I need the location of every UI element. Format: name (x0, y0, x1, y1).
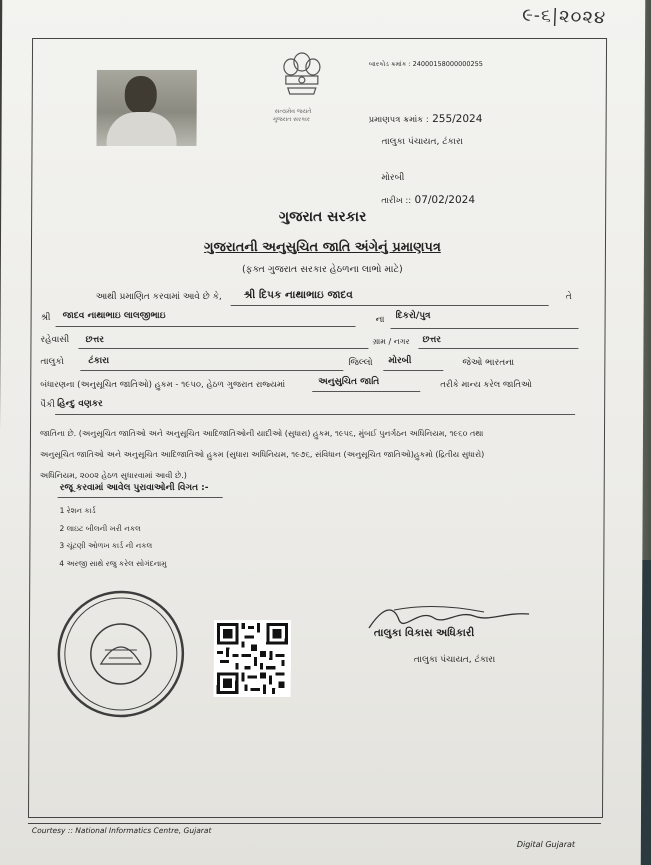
district-label: જિલ્લો (348, 358, 373, 368)
national-emblem-icon (274, 48, 330, 112)
gram-nagar-value: છત્તર (422, 335, 442, 345)
certificate-title: ગુજરાતની અનુસુચિત જાતિ અંગેનું પ્રમાણપત્ર (204, 240, 441, 255)
evidence-item: 1 રેશન કાર્ડ (59, 506, 96, 515)
footer-digital-gujarat: Digital Gujarat (516, 840, 576, 849)
taluka-seal-icon (57, 590, 186, 718)
applicant-photo (97, 70, 197, 146)
evidence-item: 2 લાઇટ બીલની ખરી નકલ (59, 523, 141, 533)
issue-date-label: તારીખ :: (381, 196, 412, 206)
caste-prefix: પૈકી (40, 400, 55, 410)
issue-date (381, 194, 475, 206)
qr-code-icon (214, 620, 291, 697)
barcode-value: 24000158000000255 (412, 60, 483, 68)
certificate-number-label: પ્રમાણપત્ર ક્રમાંક : (368, 115, 429, 125)
father-name: જાદવ નાથાભાઇ લાલજીભાઇ (62, 311, 166, 321)
issuing-district: મોરબી (381, 173, 405, 183)
order-text: બંધારણના (અનુસૂચિત જાતિઓ) હુકમ - ૧૯૫૦, હેઠળ ગુજરાત રાજ્યમાં (40, 380, 286, 390)
caste-value: હિન્દુ વણકર (57, 399, 103, 409)
legal-paragraph-line: જાતિના છે. (અનુસૂચિત જાતિઓ અને અનુસૂચિત આદિજાતિઓની યાદીઓ (સુધારા) હુકમ, ૧૯૫૬, મુંબઈ પુનર્ગઠન અધિનિયમ, ૧૯૬૦ તથા (39, 429, 484, 438)
taluka-label: તાલુકો (40, 357, 64, 367)
signatory-office: તાલુકા પંચાયત, ટંકારા (413, 655, 496, 665)
resident-village: છત્તર (85, 335, 105, 345)
certificate-number-value: 255/2024 (432, 113, 483, 125)
category-value: અનુસુચિત જાતિ (318, 377, 380, 387)
government-title: ગુજરાત સરકાર (278, 209, 367, 225)
footer-divider (28, 823, 601, 824)
taluka-value: ટંકારા (88, 356, 110, 366)
applicant-name: શ્રી દિપક નાથાભાઇ જાદવ (243, 289, 353, 301)
relation-value: દિકરો/પુત્ર (395, 311, 431, 321)
certificate-subtitle: (ફક્ત ગુજરાત સરકાર હેઠળના લાભો માટે) (241, 264, 403, 275)
gram-nagar-label: ગ્રામ / નગર (372, 337, 410, 346)
issuing-office: તાલુકા પંચાયત, ટંકારા (381, 137, 463, 147)
evidence-item: 3 ચૂંટણી ઓળખ કાર્ડ ની નકલ (59, 541, 153, 550)
footer-courtesy: Courtesy :: National Informatics Centre, Gujarat (31, 826, 212, 835)
evidence-list (59, 502, 167, 572)
bharat-text: જેઓ ભારતના (462, 358, 515, 368)
barcode-label: બારકોડ ક્રમાંક : (368, 60, 411, 68)
evidence-item: 4 અરજી સાથે રજુ કરેલ સોગંદનામુ (59, 558, 167, 568)
legal-paragraph-line: અધિનિયમ, ૨૦૦૨ હેઠળ સુધારવામાં આવી છે.) (39, 471, 187, 480)
district-value: મોરબી (388, 356, 412, 366)
issue-date-value: 07/02/2024 (414, 194, 476, 206)
certificate-number (369, 113, 483, 125)
evidence-heading: રજૂ કરવામાં આવેલ પુરાવાઓની વિગત :- (59, 483, 209, 493)
legal-paragraph (40, 423, 485, 486)
legal-paragraph-line: અનુસૂચિત જાતિઓ અને અનુસૂચિત આદિજાતિઓ હુકમ (સુધારા અધિનિયમ, ૧૯૭૬, સંવિધાન (અનુસૂચિત જાતિઓ)હુકમો (દ્રિતીય સુધારો) (39, 450, 485, 459)
te-text: તે (565, 292, 572, 302)
barcode-number (369, 60, 483, 69)
resident-label: રહેવાસી (40, 335, 70, 345)
emblem-caption-bottom: ગુજરાત સરકાર (272, 116, 310, 123)
intro-text: આથી પ્રમાણિત કરવામાં આવે છે કે, (95, 292, 222, 302)
recognized-text: તરીકે માન્ય કરેલ જાતિઓ (440, 380, 532, 390)
na-text: ના (375, 315, 385, 325)
handwritten-date: ૯-૬|૨૦૨૪ (521, 4, 607, 29)
shri-label: શ્રી (40, 313, 51, 323)
emblem-caption-top: સત્યમેવ જયતે (274, 108, 312, 115)
signatory-title: તાલુકા વિકાસ અધિકારી (373, 627, 475, 639)
